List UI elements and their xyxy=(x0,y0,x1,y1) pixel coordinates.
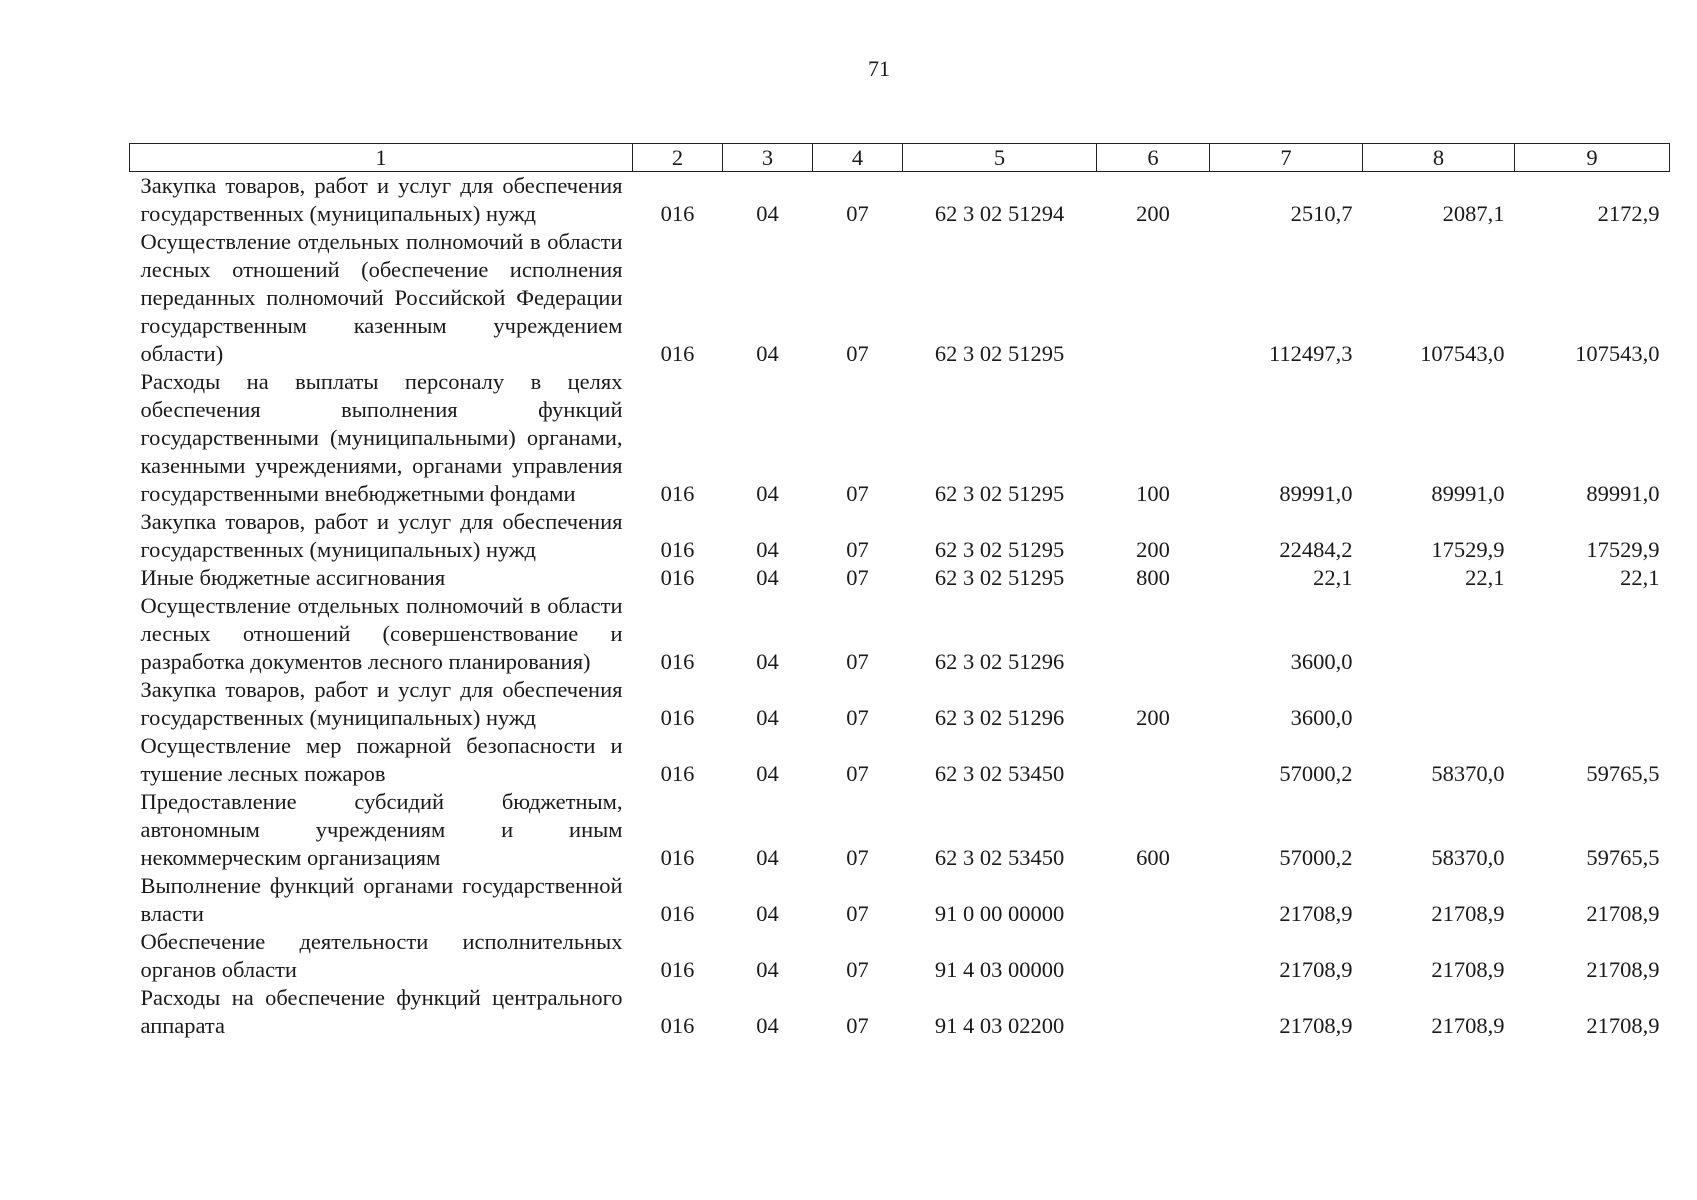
row-description: Расходы на обеспечение функций центрального аппарата xyxy=(140,985,623,1038)
cell-subsection: 07 xyxy=(846,705,869,730)
cell-amount-year-2: 21708,9 xyxy=(1431,901,1505,926)
page-number: 71 xyxy=(868,56,890,81)
table-row xyxy=(130,928,1670,984)
row-description: Закупка товаров, работ и услуг для обеспечения государственных (муниципальных) нужд xyxy=(140,509,623,562)
cell-ministry-code: 016 xyxy=(660,201,695,226)
table-row xyxy=(130,732,1670,788)
cell-amount-year-1: 22,1 xyxy=(1313,565,1353,590)
cell-ministry-code: 016 xyxy=(660,845,695,870)
cell-subsection: 07 xyxy=(846,649,869,674)
cell-expense-type xyxy=(1097,928,1210,984)
table-row xyxy=(130,984,1670,1040)
cell-expense-type: 200 xyxy=(1136,705,1170,730)
cell-subsection: 07 xyxy=(846,341,869,366)
cell-ministry-code: 016 xyxy=(660,565,695,590)
cell-amount-year-3: 107543,0 xyxy=(1575,341,1660,366)
cell-amount-year-3: 89991,0 xyxy=(1586,481,1660,506)
cell-subsection: 07 xyxy=(846,565,869,590)
cell-amount-year-2: 58370,0 xyxy=(1431,761,1505,786)
cell-target-article: 62 3 02 51295 xyxy=(934,341,1065,366)
row-description: Осуществление отдельных полномочий в области лесных отношений (обеспечение исполнения переданных полномочий Российской Федерации государственным казенным учреждением области) xyxy=(140,229,623,366)
cell-amount-year-1: 21708,9 xyxy=(1279,1013,1353,1038)
table-row xyxy=(130,368,1670,508)
cell-subsection: 07 xyxy=(846,845,869,870)
cell-amount-year-2: 22,1 xyxy=(1465,565,1505,590)
cell-subsection: 07 xyxy=(846,901,869,926)
cell-ministry-code: 016 xyxy=(660,761,695,786)
cell-target-article: 91 4 03 00000 xyxy=(934,957,1065,982)
cell-section: 04 xyxy=(756,341,779,366)
cell-amount-year-3: 21708,9 xyxy=(1586,1013,1660,1038)
cell-section: 04 xyxy=(756,957,779,982)
table-row xyxy=(130,172,1670,229)
row-description: Расходы на выплаты персоналу в целях обеспечения выполнения функций государственными (муниципальными) органами, казенными учреждениями, органами управления государственными внебюджетными фондами xyxy=(140,369,623,506)
column-header-5: 5 xyxy=(903,144,1097,172)
row-description: Иные бюджетные ассигнования xyxy=(140,565,446,590)
cell-amount-year-1: 89991,0 xyxy=(1279,481,1353,506)
cell-target-article: 62 3 02 51294 xyxy=(934,201,1065,226)
cell-target-article: 62 3 02 51296 xyxy=(934,705,1065,730)
cell-expense-type: 200 xyxy=(1136,537,1170,562)
table-row xyxy=(130,592,1670,676)
cell-ministry-code: 016 xyxy=(660,649,695,674)
row-description: Предоставление субсидий бюджетным, автономным учреждениям и иным некоммерческим организациям xyxy=(140,789,623,870)
row-description: Осуществление мер пожарной безопасности и тушение лесных пожаров xyxy=(140,733,623,786)
cell-ministry-code: 016 xyxy=(660,1013,695,1038)
cell-target-article: 91 0 00 00000 xyxy=(934,901,1065,926)
cell-amount-year-1: 57000,2 xyxy=(1279,761,1353,786)
cell-target-article: 62 3 02 51295 xyxy=(934,481,1065,506)
cell-expense-type xyxy=(1097,984,1210,1040)
cell-expense-type xyxy=(1097,872,1210,928)
cell-ministry-code: 016 xyxy=(660,481,695,506)
cell-amount-year-1: 21708,9 xyxy=(1279,901,1353,926)
cell-target-article: 62 3 02 53450 xyxy=(934,761,1065,786)
cell-expense-type: 800 xyxy=(1136,565,1170,590)
cell-amount-year-3: 17529,9 xyxy=(1586,537,1660,562)
row-description: Закупка товаров, работ и услуг для обеспечения государственных (муниципальных) нужд xyxy=(140,173,623,226)
cell-amount-year-1: 21708,9 xyxy=(1279,957,1353,982)
cell-amount-year-3 xyxy=(1515,676,1670,732)
cell-amount-year-3: 21708,9 xyxy=(1586,957,1660,982)
cell-amount-year-1: 3600,0 xyxy=(1290,649,1353,674)
table-row xyxy=(130,508,1670,564)
column-header-1: 1 xyxy=(130,144,633,172)
cell-amount-year-2 xyxy=(1363,592,1515,676)
cell-ministry-code: 016 xyxy=(660,957,695,982)
cell-section: 04 xyxy=(756,845,779,870)
table-row xyxy=(130,228,1670,368)
table-row xyxy=(130,676,1670,732)
cell-ministry-code: 016 xyxy=(660,341,695,366)
cell-amount-year-3: 22,1 xyxy=(1620,565,1660,590)
cell-expense-type: 200 xyxy=(1136,201,1170,226)
budget-table-container xyxy=(129,143,1669,1040)
cell-subsection: 07 xyxy=(846,537,869,562)
cell-target-article: 62 3 02 51295 xyxy=(934,537,1065,562)
cell-amount-year-2: 21708,9 xyxy=(1431,1013,1505,1038)
cell-expense-type xyxy=(1097,592,1210,676)
table-body xyxy=(130,172,1670,1041)
cell-expense-type xyxy=(1097,732,1210,788)
cell-amount-year-2: 21708,9 xyxy=(1431,957,1505,982)
cell-amount-year-1: 57000,2 xyxy=(1279,845,1353,870)
cell-ministry-code: 016 xyxy=(660,901,695,926)
cell-ministry-code: 016 xyxy=(660,537,695,562)
cell-target-article: 62 3 02 51296 xyxy=(934,649,1065,674)
cell-subsection: 07 xyxy=(846,481,869,506)
table-header-row xyxy=(130,144,1670,172)
column-header-6: 6 xyxy=(1097,144,1210,172)
cell-amount-year-2 xyxy=(1363,676,1515,732)
column-header-2: 2 xyxy=(633,144,723,172)
cell-amount-year-3: 21708,9 xyxy=(1586,901,1660,926)
cell-amount-year-1: 112497,3 xyxy=(1268,341,1353,366)
row-description: Выполнение функций органами государственной власти xyxy=(140,873,623,926)
cell-target-article: 62 3 02 51295 xyxy=(934,565,1065,590)
cell-amount-year-2: 58370,0 xyxy=(1431,845,1505,870)
cell-amount-year-2: 2087,1 xyxy=(1442,201,1505,226)
cell-subsection: 07 xyxy=(846,1013,869,1038)
cell-amount-year-2: 89991,0 xyxy=(1431,481,1505,506)
cell-section: 04 xyxy=(756,1013,779,1038)
cell-amount-year-3 xyxy=(1515,592,1670,676)
cell-amount-year-3: 59765,5 xyxy=(1586,761,1660,786)
cell-amount-year-3: 2172,9 xyxy=(1597,201,1660,226)
cell-section: 04 xyxy=(756,649,779,674)
table-row xyxy=(130,564,1670,592)
column-header-9: 9 xyxy=(1515,144,1670,172)
cell-amount-year-2: 107543,0 xyxy=(1420,341,1505,366)
cell-amount-year-1: 2510,7 xyxy=(1290,201,1353,226)
cell-section: 04 xyxy=(756,201,779,226)
cell-amount-year-2: 17529,9 xyxy=(1431,537,1505,562)
column-header-3: 3 xyxy=(723,144,813,172)
cell-section: 04 xyxy=(756,481,779,506)
row-description: Закупка товаров, работ и услуг для обеспечения государственных (муниципальных) нужд xyxy=(140,677,623,730)
cell-amount-year-1: 3600,0 xyxy=(1290,705,1353,730)
cell-target-article: 91 4 03 02200 xyxy=(934,1013,1065,1038)
table-row xyxy=(130,872,1670,928)
cell-target-article: 62 3 02 53450 xyxy=(934,845,1065,870)
cell-expense-type xyxy=(1097,228,1210,368)
column-header-7: 7 xyxy=(1210,144,1363,172)
cell-subsection: 07 xyxy=(846,761,869,786)
cell-amount-year-1: 22484,2 xyxy=(1279,537,1353,562)
row-description: Обеспечение деятельности исполнительных органов области xyxy=(140,929,623,982)
column-header-4: 4 xyxy=(813,144,903,172)
cell-expense-type: 100 xyxy=(1136,481,1170,506)
cell-section: 04 xyxy=(756,705,779,730)
row-description: Осуществление отдельных полномочий в области лесных отношений (совершенствование и разработка документов лесного планирования) xyxy=(140,593,623,674)
cell-section: 04 xyxy=(756,901,779,926)
column-header-8: 8 xyxy=(1363,144,1515,172)
cell-section: 04 xyxy=(756,761,779,786)
cell-subsection: 07 xyxy=(846,957,869,982)
cell-amount-year-3: 59765,5 xyxy=(1586,845,1660,870)
cell-section: 04 xyxy=(756,537,779,562)
table-row xyxy=(130,788,1670,872)
cell-expense-type: 600 xyxy=(1136,845,1170,870)
budget-table xyxy=(129,143,1670,1040)
cell-subsection: 07 xyxy=(846,201,869,226)
cell-ministry-code: 016 xyxy=(660,705,695,730)
cell-section: 04 xyxy=(756,565,779,590)
